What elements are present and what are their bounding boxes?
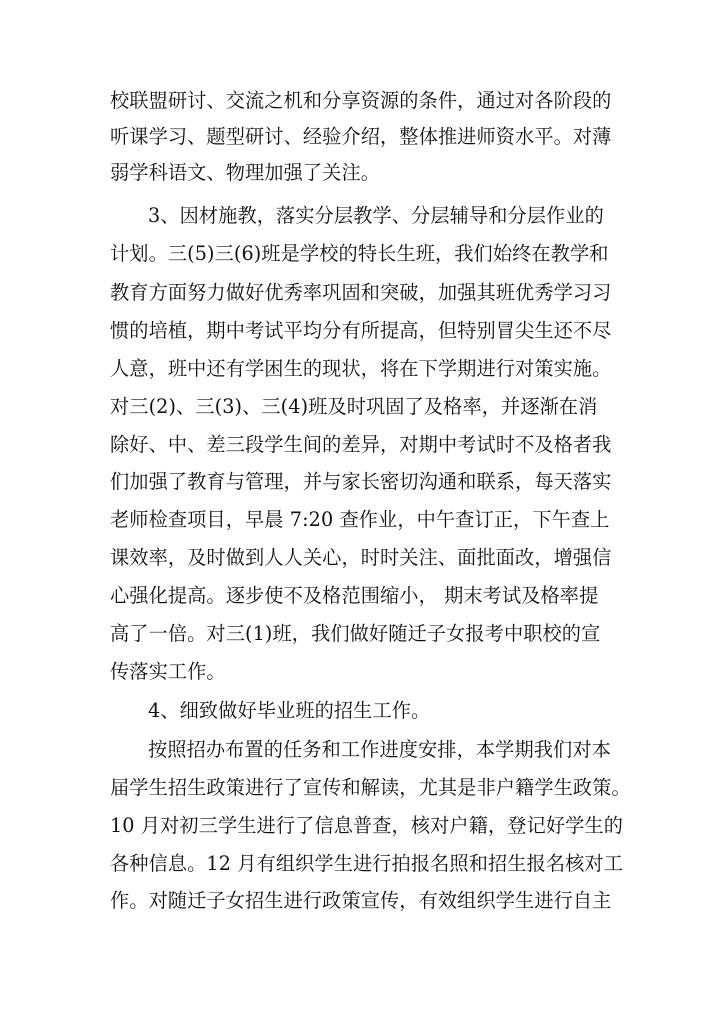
text-line: 们加强了教育与管理，并与家长密切沟通和联系，每天落实	[110, 470, 612, 493]
text-line: 各种信息。12 月有组织学生进行拍报名照和招生报名核对工	[110, 852, 624, 875]
text-line: 课效率，及时做到人人关心，时时关注、面批面改，增强信	[110, 546, 612, 569]
text-line: 高了一倍。对三(1)班，我们做好随迁子女报考中职校的宣	[110, 622, 601, 645]
text-line: 除好、中、差三段学生间的差异，对期中考试时不及格者我	[110, 433, 612, 456]
text-line: 作。对随迁子女招生进行政策宣传，有效组织学生进行自主	[110, 889, 612, 912]
text-line: 教育方面努力做好优秀率巩固和突破，加强其班优秀学习习	[110, 281, 612, 304]
text-line: 老师检查项目，早晨 7:20 查作业，中午查订正，下午查上	[110, 508, 610, 531]
text-line: 按照招办布置的任务和工作进度安排，本学期我们对本	[148, 738, 611, 761]
text-line: 心强化提高。逐步使不及格范围缩小， 期末考试及格率提	[110, 584, 599, 607]
paragraph-heading-3: 3、因材施教，落实分层教学、分层辅导和分层作业的	[148, 204, 604, 227]
text-line: 听课学习、题型研讨、经验介绍，整体推进师资水平。对薄	[110, 125, 612, 148]
text-line: 传落实工作。	[110, 660, 226, 683]
text-line: 对三(2)、三(3)、三(4)班及时巩固了及格率，并逐渐在消	[110, 395, 598, 418]
paragraph-heading-4: 4、细致做好毕业班的招生工作。	[148, 699, 431, 722]
text-line: 计划。三(5)三(6)班是学校的特长生班，我们始终在教学和	[110, 242, 609, 265]
text-line: 弱学科语文、物理加强了关注。	[110, 161, 381, 184]
text-line: 人意，班中还有学困生的现状，将在下学期进行对策实施。	[110, 357, 612, 380]
text-line: 惯的培植，期中考试平均分有所提高，但特别冒尖生还不尽	[110, 319, 612, 342]
text-line: 届学生招生政策进行了宣传和解读，尤其是非户籍学生政策。	[110, 776, 631, 799]
text-line: 校联盟研讨、交流之机和分享资源的条件，通过对各阶段的	[110, 89, 612, 112]
text-line: 10 月对初三学生进行了信息普查，核对户籍，登记好学生的	[110, 814, 624, 837]
